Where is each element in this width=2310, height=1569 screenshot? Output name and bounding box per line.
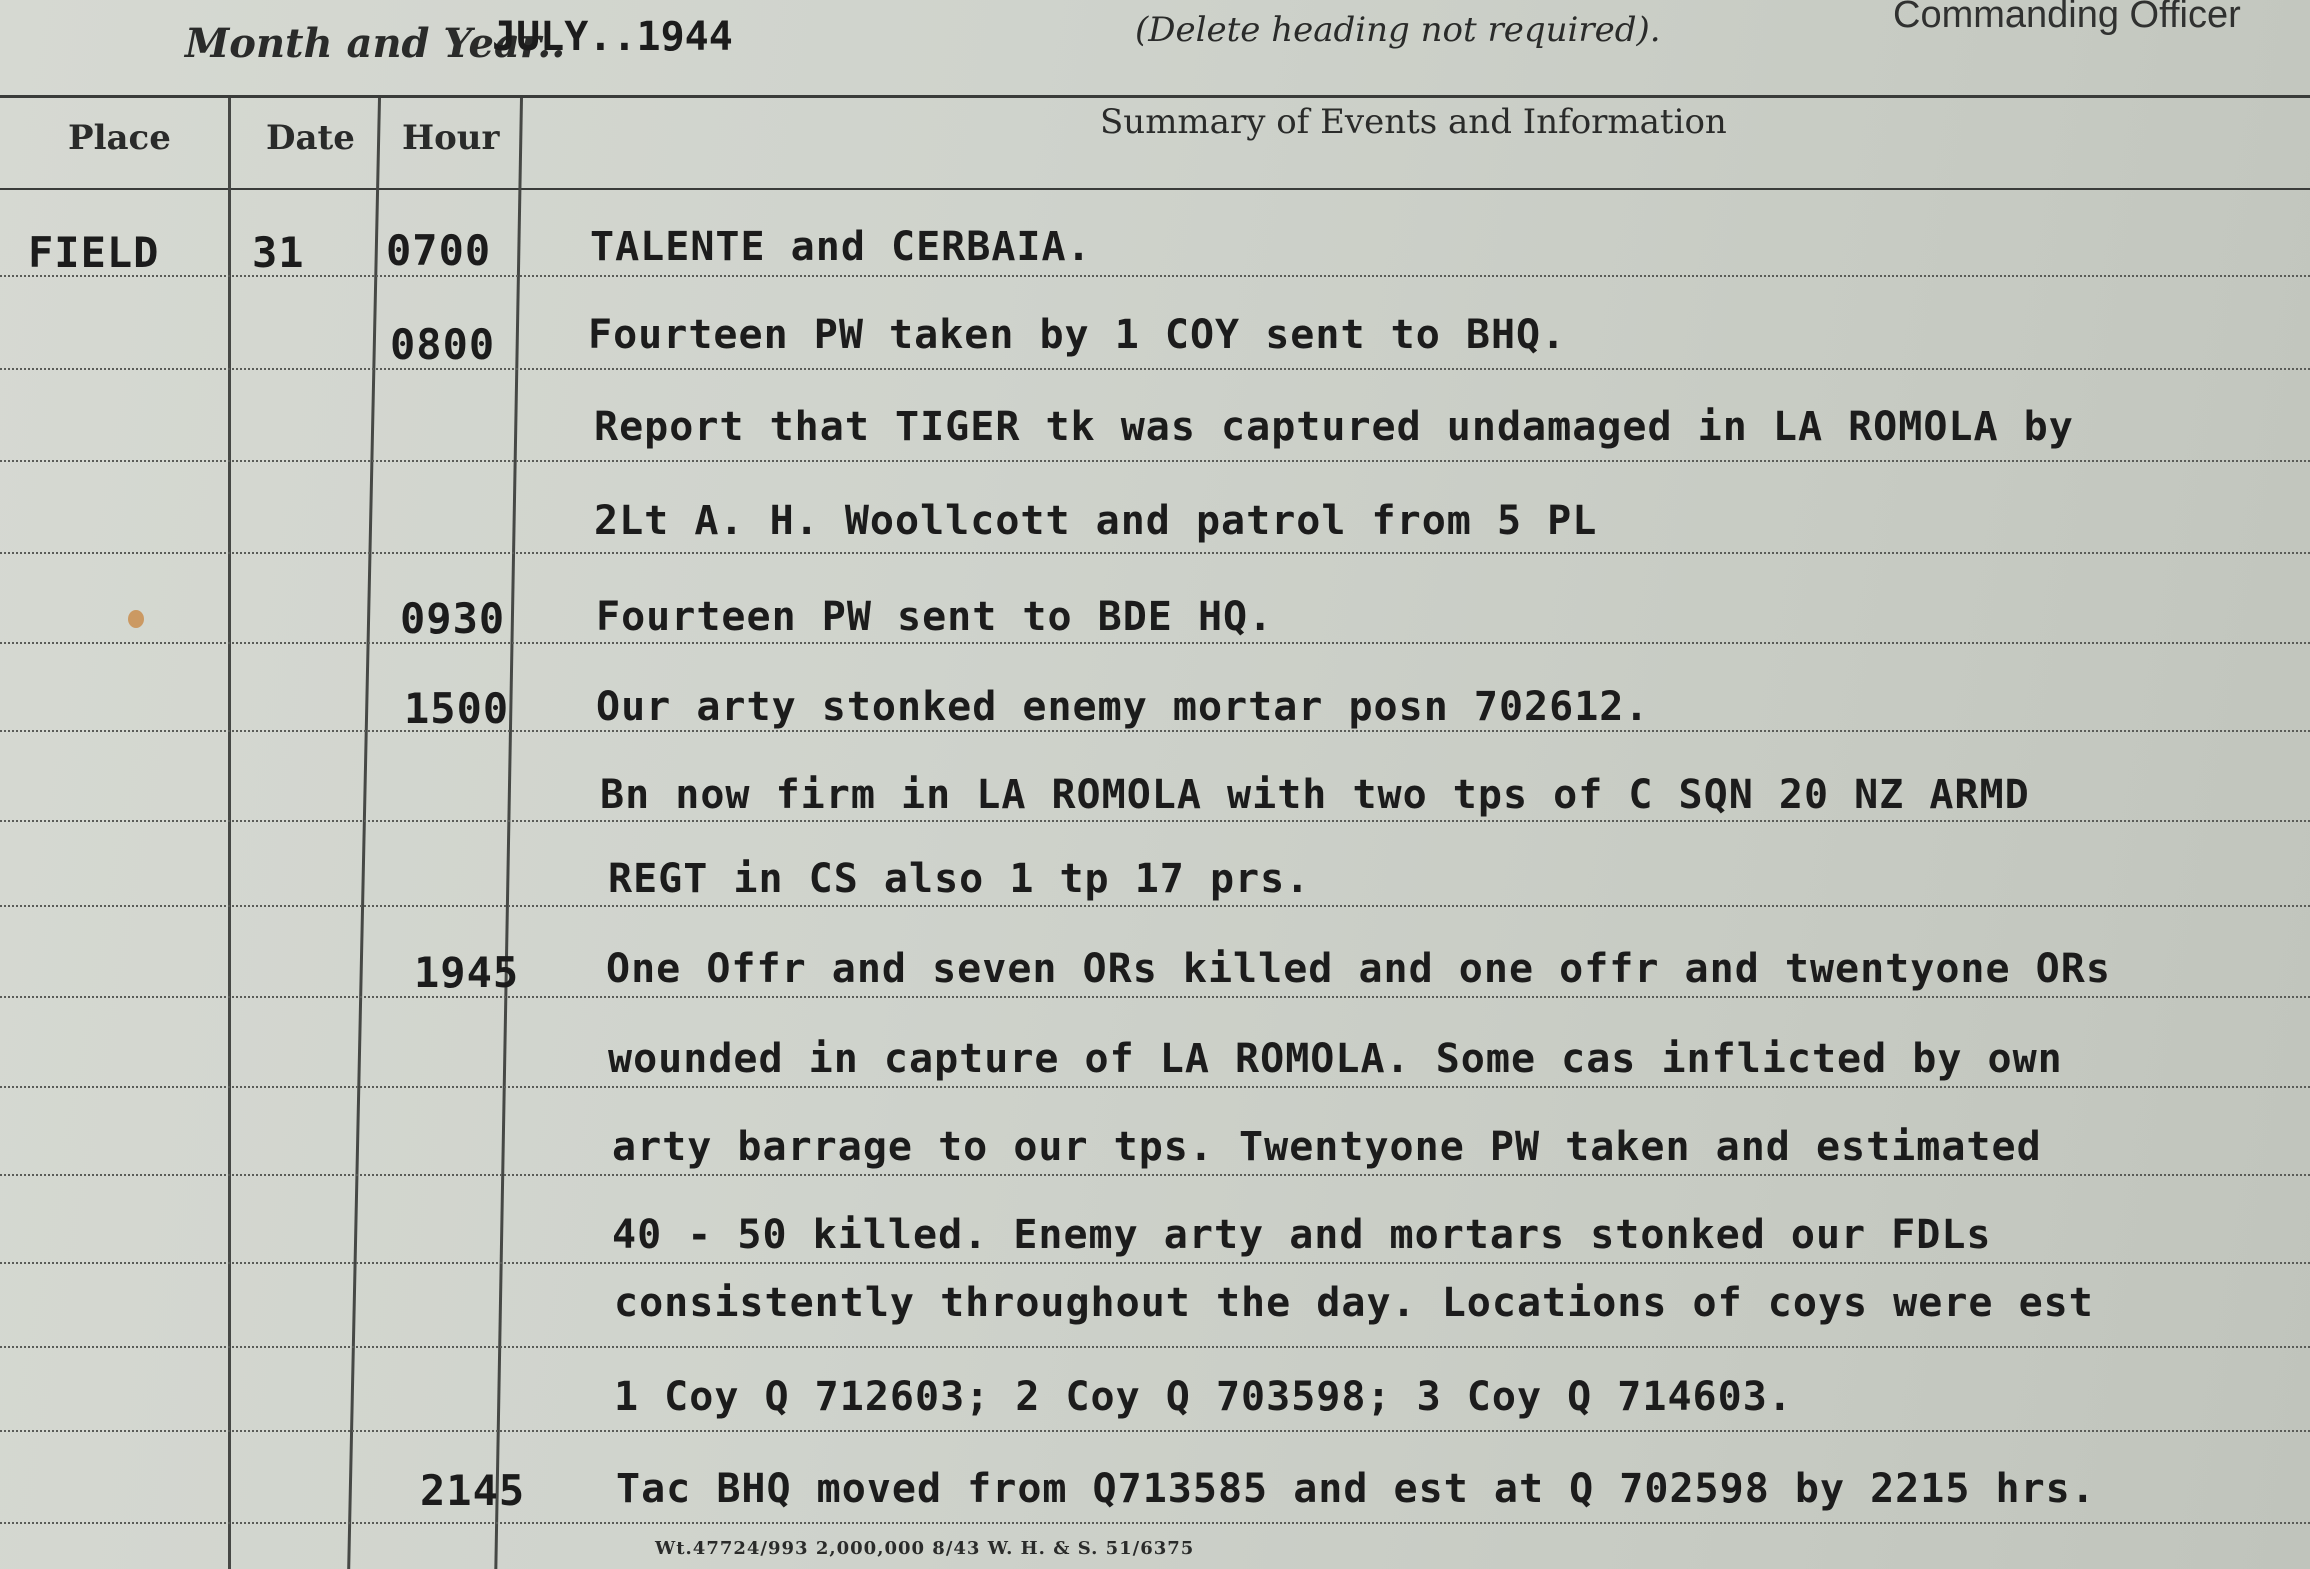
diary-row bbox=[0, 590, 2310, 650]
delete-heading-note: (Delete heading not required). bbox=[1135, 10, 1661, 50]
ruled-line bbox=[0, 275, 2310, 277]
printer-imprint: Wt.47724/993 2,000,000 8/43 W. H. & S. 51/6375 bbox=[655, 1538, 1195, 1559]
ruled-line bbox=[0, 1086, 2310, 1088]
row-summary: arty barrage to our tps. Twentyone PW taken and estimated bbox=[612, 1124, 2042, 1170]
row-summary: Report that TIGER tk was captured undamaged in LA ROMOLA by bbox=[594, 404, 2074, 450]
row-place: FIELD bbox=[28, 228, 160, 277]
diary-row bbox=[0, 400, 2310, 460]
row-summary: Fourteen PW taken by 1 COY sent to BHQ. bbox=[588, 312, 1567, 358]
diary-row bbox=[0, 856, 2310, 916]
ruled-line bbox=[0, 460, 2310, 462]
ruled-line bbox=[0, 730, 2310, 732]
row-summary: Bn now firm in LA ROMOLA with two tps of C SQN 20 NZ ARMD bbox=[600, 772, 2030, 818]
column-header-hour: Hour bbox=[402, 118, 500, 158]
row-summary: 40 - 50 killed. Enemy arty and mortars stonked our FDLs bbox=[612, 1212, 1992, 1258]
column-header-date: Date bbox=[266, 118, 355, 158]
diary-row bbox=[0, 1466, 2310, 1526]
diary-row bbox=[0, 494, 2310, 554]
column-header-place: Place bbox=[68, 118, 171, 158]
diary-row bbox=[0, 772, 2310, 832]
header-rule bbox=[0, 95, 2310, 98]
diary-row bbox=[0, 682, 2310, 742]
diary-row bbox=[0, 312, 2310, 372]
row-summary: Tac BHQ moved from Q713585 and est at Q 702598 by 2215 hrs. bbox=[616, 1466, 2096, 1512]
row-date: 31 bbox=[252, 228, 305, 277]
row-summary: Fourteen PW sent to BDE HQ. bbox=[596, 594, 1274, 640]
month-year-value: JULY..1944 bbox=[492, 14, 733, 60]
row-hour: 2145 bbox=[420, 1466, 526, 1515]
diary-row bbox=[0, 218, 2310, 278]
ruled-line bbox=[0, 1346, 2310, 1348]
row-hour: 0800 bbox=[390, 320, 496, 369]
month-year-label: Month and Year.. bbox=[185, 20, 566, 67]
row-hour: 1945 bbox=[414, 948, 520, 997]
row-summary: 1 Coy Q 712603; 2 Coy Q 703598; 3 Coy Q 714603. bbox=[614, 1374, 1793, 1420]
row-summary: REGT in CS also 1 tp 17 prs. bbox=[608, 856, 1311, 902]
ruled-line bbox=[0, 368, 2310, 370]
column-header-summary: Summary of Events and Information bbox=[1100, 102, 1727, 142]
row-summary: Our arty stonked enemy mortar posn 702612. bbox=[596, 684, 1650, 730]
row-summary: consistently throughout the day. Locations of coys were est bbox=[614, 1280, 2094, 1326]
ruled-line bbox=[0, 552, 2310, 554]
row-hour: 0700 bbox=[386, 226, 492, 275]
column-header-rule bbox=[0, 188, 2310, 190]
row-hour: 0930 bbox=[400, 594, 506, 643]
row-hour: 1500 bbox=[404, 684, 510, 733]
row-summary: TALENTE and CERBAIA. bbox=[590, 224, 1092, 270]
ruled-line bbox=[0, 820, 2310, 822]
ruled-line bbox=[0, 642, 2310, 644]
row-summary: wounded in capture of LA ROMOLA. Some cas inflicted by own bbox=[608, 1036, 2063, 1082]
commanding-officer-label: Commanding Officer bbox=[1893, 0, 2241, 36]
ruled-line bbox=[0, 996, 2310, 998]
ruled-line bbox=[0, 1174, 2310, 1176]
row-summary: 2Lt A. H. Woollcott and patrol from 5 PL bbox=[594, 498, 1598, 544]
ruled-line bbox=[0, 905, 2310, 907]
row-summary: One Offr and seven ORs killed and one offr and twentyone ORs bbox=[606, 946, 2111, 992]
ruled-line bbox=[0, 1522, 2310, 1524]
ruled-line bbox=[0, 1430, 2310, 1432]
ruled-line bbox=[0, 1262, 2310, 1264]
diary-row bbox=[0, 1280, 2310, 1340]
diary-row bbox=[0, 1374, 2310, 1434]
